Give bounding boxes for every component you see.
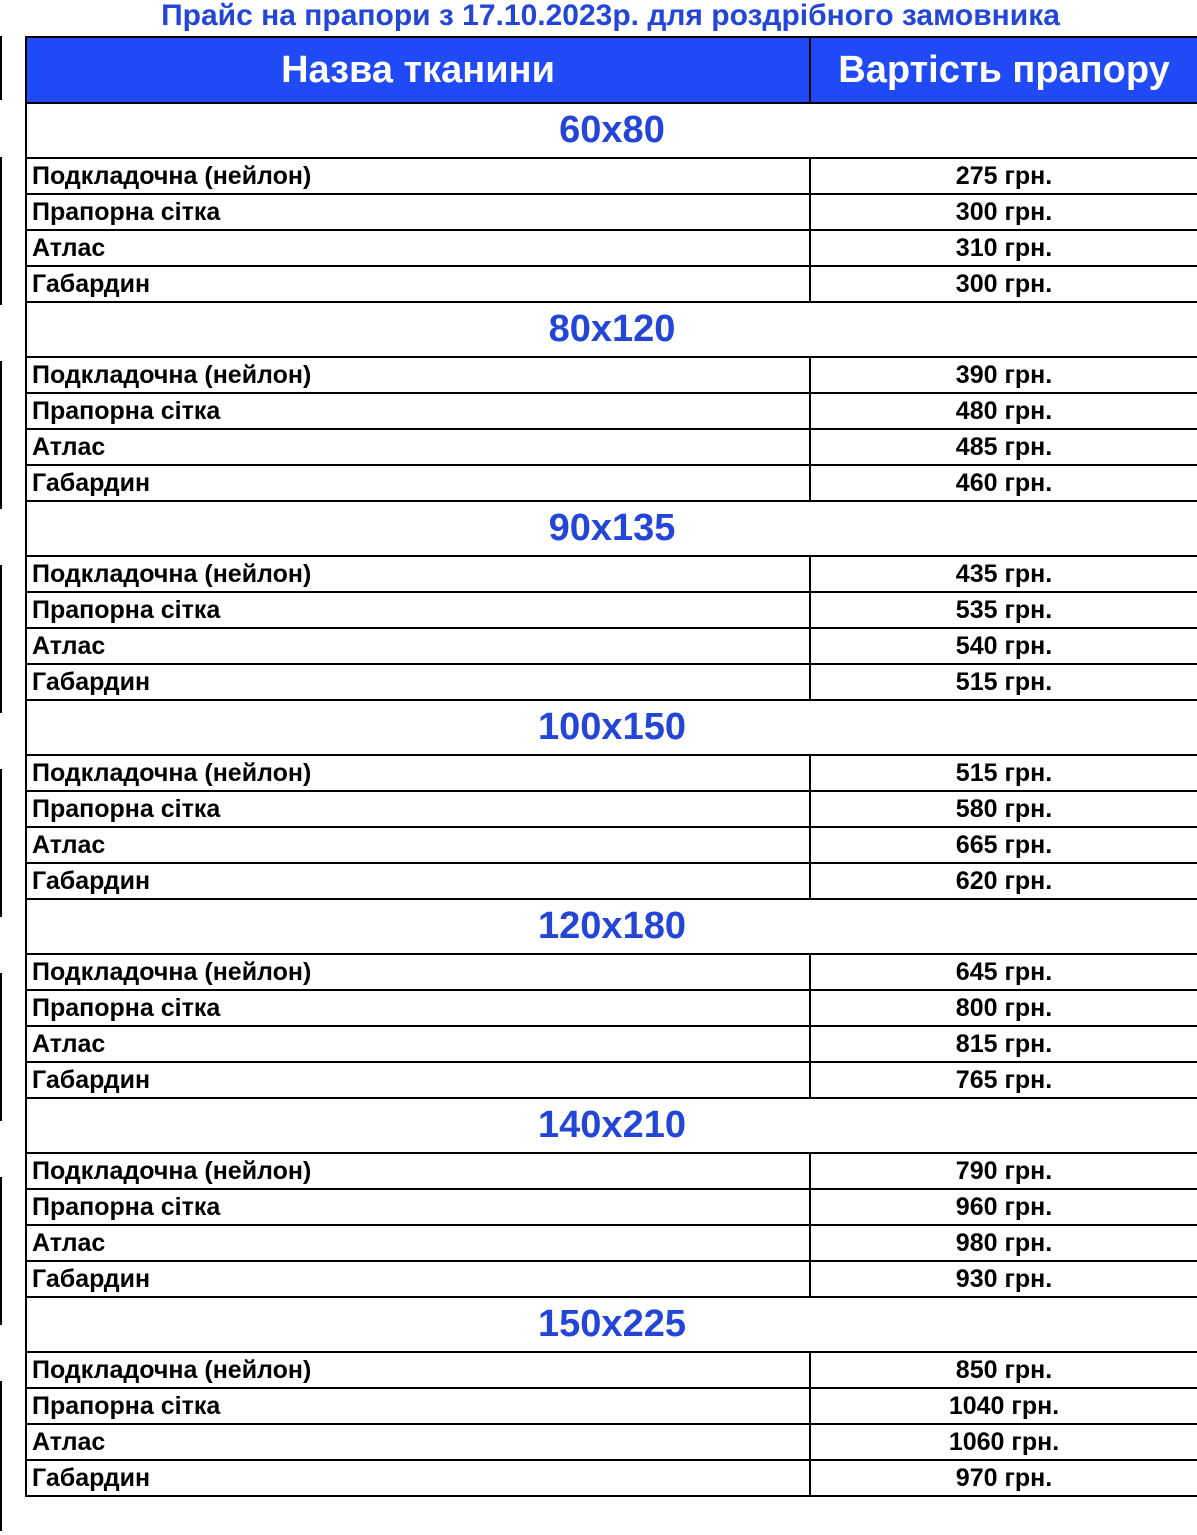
left-edge-line <box>0 1381 2 1531</box>
size-section-row <box>26 1297 1197 1352</box>
price-cell: 980 грн. <box>810 1225 1197 1261</box>
price-cell: 485 грн. <box>810 429 1197 465</box>
table-row <box>26 1225 1197 1261</box>
price-cell: 275 грн. <box>810 158 1197 194</box>
price-cell: 300 грн. <box>810 266 1197 302</box>
price-cell: 790 грн. <box>810 1153 1197 1189</box>
fabric-name-cell: Прапорна сітка <box>26 1388 810 1424</box>
size-label: 150х225 <box>26 1297 1197 1352</box>
price-cell: 535 грн. <box>810 592 1197 628</box>
fabric-name-cell: Подкладочна (нейлон) <box>26 158 810 194</box>
price-cell: 645 грн. <box>810 954 1197 990</box>
fabric-name-cell: Атлас <box>26 1424 810 1460</box>
fabric-name-cell: Атлас <box>26 429 810 465</box>
fabric-name-cell: Габардин <box>26 266 810 302</box>
page-title: Прайс на прапори з 17.10.2023р. для роздрібного замовника <box>161 0 1060 32</box>
fabric-name-cell: Габардин <box>26 1261 810 1297</box>
fabric-name-cell: Габардин <box>26 1062 810 1098</box>
size-section-row <box>26 1098 1197 1153</box>
size-label: 80х120 <box>26 302 1197 357</box>
price-cell: 665 грн. <box>810 827 1197 863</box>
size-label: 100х150 <box>26 700 1197 755</box>
fabric-name-cell: Габардин <box>26 863 810 899</box>
table-row <box>26 827 1197 863</box>
table-row <box>26 1189 1197 1225</box>
header-flag-price: Вартість прапору <box>810 37 1197 103</box>
table-row <box>26 1388 1197 1424</box>
table-row <box>26 393 1197 429</box>
price-cell: 540 грн. <box>810 628 1197 664</box>
table-row <box>26 158 1197 194</box>
table-row <box>26 1352 1197 1388</box>
price-cell: 515 грн. <box>810 755 1197 791</box>
table-row <box>26 1153 1197 1189</box>
table-row <box>26 954 1197 990</box>
price-cell: 620 грн. <box>810 863 1197 899</box>
price-cell: 435 грн. <box>810 556 1197 592</box>
size-label: 140х210 <box>26 1098 1197 1153</box>
price-cell: 800 грн. <box>810 990 1197 1026</box>
fabric-name-cell: Прапорна сітка <box>26 990 810 1026</box>
fabric-name-cell: Габардин <box>26 664 810 700</box>
table-row <box>26 664 1197 700</box>
price-table <box>25 36 1197 1497</box>
fabric-name-cell: Атлас <box>26 230 810 266</box>
left-edge-line <box>0 361 2 509</box>
price-cell: 460 грн. <box>810 465 1197 501</box>
table-row <box>26 1424 1197 1460</box>
size-label: 90х135 <box>26 501 1197 556</box>
table-row <box>26 556 1197 592</box>
price-cell: 310 грн. <box>810 230 1197 266</box>
fabric-name-cell: Прапорна сітка <box>26 1189 810 1225</box>
price-cell: 390 грн. <box>810 357 1197 393</box>
fabric-name-cell: Атлас <box>26 1026 810 1062</box>
fabric-name-cell: Подкладочна (нейлон) <box>26 755 810 791</box>
fabric-name-cell: Подкладочна (нейлон) <box>26 357 810 393</box>
size-label: 120х180 <box>26 899 1197 954</box>
table-row <box>26 628 1197 664</box>
size-section-row <box>26 103 1197 158</box>
price-cell: 515 грн. <box>810 664 1197 700</box>
table-row <box>26 230 1197 266</box>
table-row <box>26 592 1197 628</box>
fabric-name-cell: Габардин <box>26 465 810 501</box>
table-row <box>26 1062 1197 1098</box>
left-edge-line <box>0 157 2 305</box>
price-cell: 970 грн. <box>810 1460 1197 1496</box>
size-label: 60х80 <box>26 103 1197 158</box>
table-row <box>26 357 1197 393</box>
size-section-row <box>26 302 1197 357</box>
table-row <box>26 266 1197 302</box>
left-edge-line <box>0 1177 2 1325</box>
left-edge-line <box>0 769 2 917</box>
table-row <box>26 1261 1197 1297</box>
price-cell: 1040 грн. <box>810 1388 1197 1424</box>
fabric-name-cell: Подкладочна (нейлон) <box>26 556 810 592</box>
price-cell: 960 грн. <box>810 1189 1197 1225</box>
price-cell: 930 грн. <box>810 1261 1197 1297</box>
fabric-name-cell: Подкладочна (нейлон) <box>26 1153 810 1189</box>
fabric-name-cell: Прапорна сітка <box>26 592 810 628</box>
table-row <box>26 1026 1197 1062</box>
table-row <box>26 990 1197 1026</box>
fabric-name-cell: Атлас <box>26 628 810 664</box>
fabric-name-cell: Габардин <box>26 1460 810 1496</box>
size-section-row <box>26 899 1197 954</box>
left-edge-line <box>0 973 2 1121</box>
price-cell: 850 грн. <box>810 1352 1197 1388</box>
fabric-name-cell: Подкладочна (нейлон) <box>26 1352 810 1388</box>
table-row <box>26 429 1197 465</box>
fabric-name-cell: Прапорна сітка <box>26 791 810 827</box>
price-cell: 480 грн. <box>810 393 1197 429</box>
fabric-name-cell: Атлас <box>26 827 810 863</box>
table-row <box>26 194 1197 230</box>
size-section-row <box>26 501 1197 556</box>
price-cell: 300 грн. <box>810 194 1197 230</box>
table-header-row <box>26 37 1197 103</box>
fabric-name-cell: Атлас <box>26 1225 810 1261</box>
table-row <box>26 1460 1197 1496</box>
fabric-name-cell: Прапорна сітка <box>26 393 810 429</box>
table-row <box>26 863 1197 899</box>
price-cell: 1060 грн. <box>810 1424 1197 1460</box>
table-row <box>26 755 1197 791</box>
price-cell: 765 грн. <box>810 1062 1197 1098</box>
table-row <box>26 465 1197 501</box>
size-section-row <box>26 700 1197 755</box>
fabric-name-cell: Прапорна сітка <box>26 194 810 230</box>
price-cell: 815 грн. <box>810 1026 1197 1062</box>
header-fabric-name: Назва тканини <box>26 37 810 103</box>
table-row <box>26 791 1197 827</box>
fabric-name-cell: Подкладочна (нейлон) <box>26 954 810 990</box>
price-cell: 580 грн. <box>810 791 1197 827</box>
left-edge-line <box>0 565 2 713</box>
left-edge-line <box>0 36 2 100</box>
